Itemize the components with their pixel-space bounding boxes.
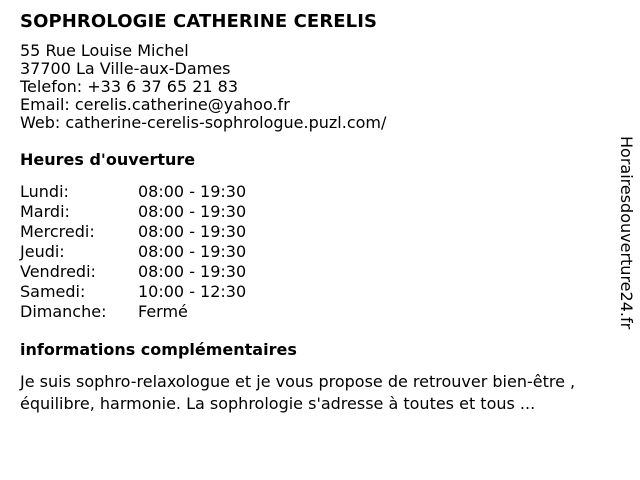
day-time: 08:00 - 19:30 xyxy=(138,222,247,241)
day-label: Dimanche: xyxy=(20,302,107,321)
day-label: Lundi: xyxy=(20,182,69,201)
address-line-2: 37700 La Ville-aux-Dames xyxy=(20,59,231,78)
day-label: Mercredi: xyxy=(20,222,95,241)
phone-line: Telefon: +33 6 37 65 21 83 xyxy=(20,77,239,96)
info-heading: informations complémentaires xyxy=(20,340,297,359)
hours-row-mercredi xyxy=(20,222,620,242)
contact-block xyxy=(20,42,620,132)
day-time: Fermé xyxy=(138,302,188,321)
web-line: Web: catherine-cerelis-sophrologue.puzl.com/ xyxy=(20,113,387,132)
day-label: Jeudi: xyxy=(20,242,65,261)
day-time: 08:00 - 19:30 xyxy=(138,242,247,261)
business-name: SOPHROLOGIE CATHERINE CERELIS xyxy=(20,11,378,32)
hours-row-jeudi xyxy=(20,242,620,262)
site-watermark: Horairesdouverture24.fr xyxy=(617,136,636,330)
day-label: Samedi: xyxy=(20,282,86,301)
hours-row-samedi xyxy=(20,282,620,302)
day-time: 08:00 - 19:30 xyxy=(138,182,247,201)
hours-row-lundi xyxy=(20,182,620,202)
day-time: 10:00 - 12:30 xyxy=(138,282,247,301)
hours-row-mardi xyxy=(20,202,620,222)
info-description: Je suis sophro-relaxologue et je vous propose de retrouver bien-être , équilibre, harmonie. La sophrologie s'adresse à toutes et tous ... xyxy=(20,372,576,413)
address-line-1: 55 Rue Louise Michel xyxy=(20,41,189,60)
email-line: Email: cerelis.catherine@yahoo.fr xyxy=(20,95,290,114)
day-time: 08:00 - 19:30 xyxy=(138,262,247,281)
day-time: 08:00 - 19:30 xyxy=(138,202,247,221)
hours-table xyxy=(20,182,620,322)
hours-row-dimanche xyxy=(20,302,620,322)
day-label: Mardi: xyxy=(20,202,70,221)
day-label: Vendredi: xyxy=(20,262,96,281)
hours-row-vendredi xyxy=(20,262,620,282)
hours-heading: Heures d'ouverture xyxy=(20,150,196,169)
business-card xyxy=(20,10,620,415)
